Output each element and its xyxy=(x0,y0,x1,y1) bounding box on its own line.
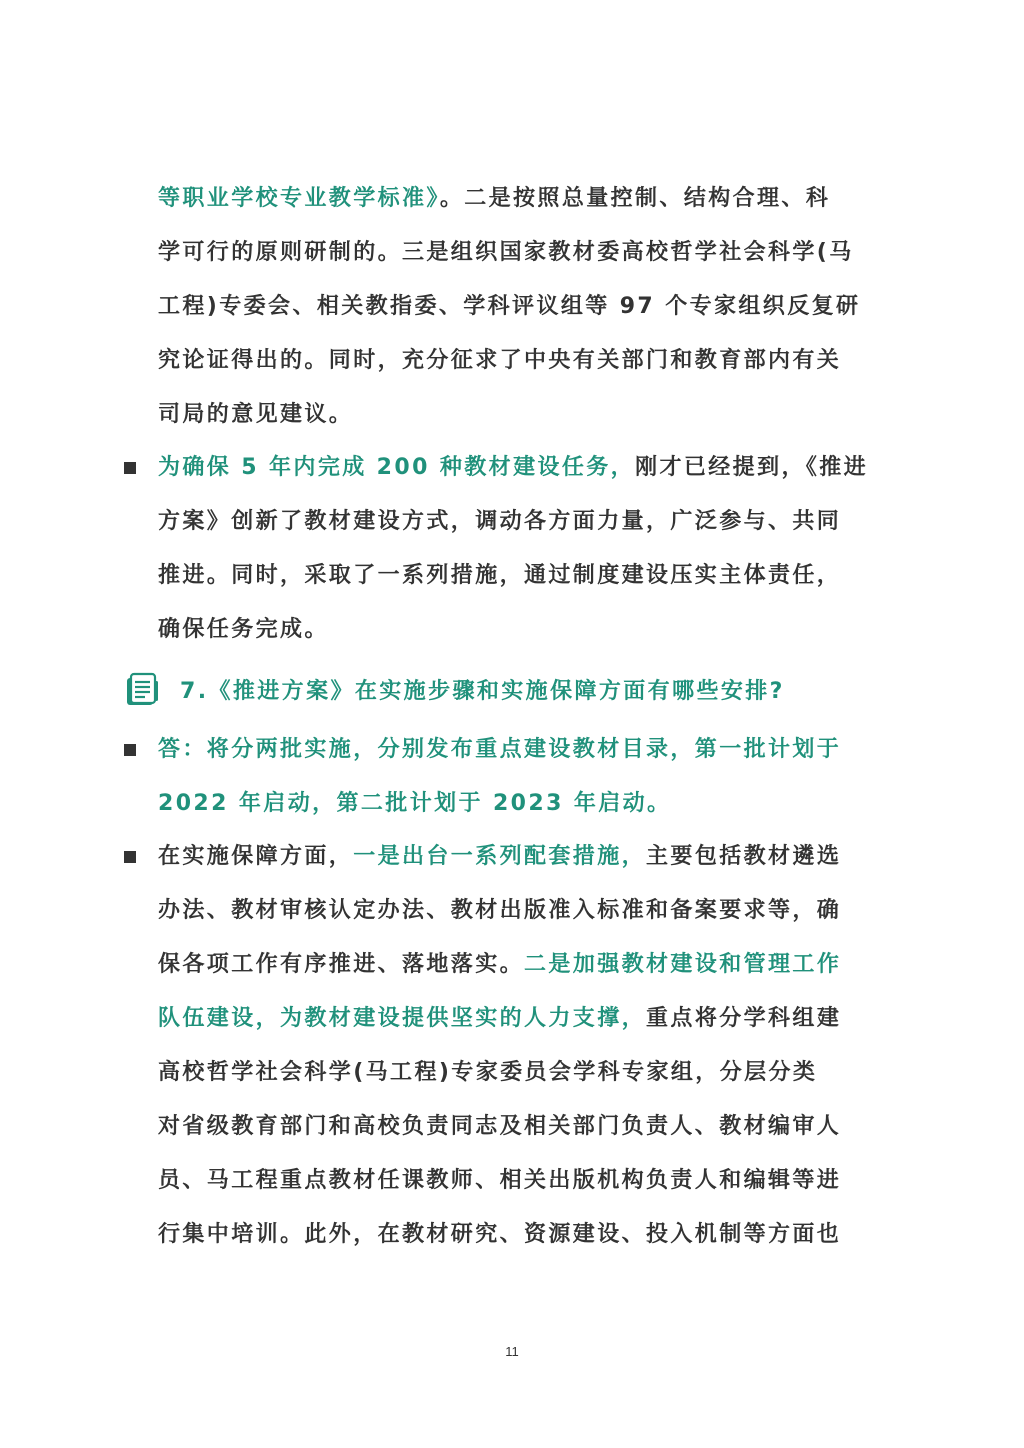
highlight-text: 队伍建设，为教材建设提供坚实的人力支撑， xyxy=(158,1006,647,1031)
text-line xyxy=(158,172,898,226)
text-line: 工程)专委会、相关教指委、学科评议组等 97 个专家组织反复研 xyxy=(158,294,861,319)
text-line: 究论证得出的。同时，充分征求了中央有关部门和教育部内有关 xyxy=(158,348,842,373)
text-line xyxy=(158,830,898,884)
body-text: 。二是按照总量控制、结构合理、科 xyxy=(439,186,831,211)
text-line xyxy=(158,441,898,495)
highlight-text: 二是加强教材建设和管理工作 xyxy=(524,952,842,977)
body-text: 重点将分学科组建 xyxy=(646,1006,842,1031)
text-line: 办法、教材审核认定办法、教材出版准入标准和备案要求等，确 xyxy=(158,898,842,923)
highlight-text: 等职业学校专业教学标准》 xyxy=(158,186,440,211)
document-list-icon xyxy=(124,672,160,708)
bullet-paragraph-2 xyxy=(158,830,898,1262)
text-line: 答：将分两批实施，分别发布重点建设教材目录，第一批计划于 xyxy=(158,737,842,762)
text-line: 推进。同时，采取了一系列措施，通过制度建设压实主体责任， xyxy=(158,563,842,588)
highlight-text: 一是出台一系列配套措施， xyxy=(353,844,647,869)
body-text: 在实施保障方面， xyxy=(158,844,354,869)
highlight-text: 为确保 5 年内完成 200 种教材建设任务， xyxy=(158,455,636,480)
text-line: 2022 年启动，第二批计划于 2023 年启动。 xyxy=(158,791,672,816)
bullet-paragraph-1 xyxy=(158,441,898,657)
body-text: 主要包括教材遴选 xyxy=(646,844,842,869)
bullet-square-icon xyxy=(124,462,136,474)
bullet-square-icon xyxy=(124,851,136,863)
text-line: 行集中培训。此外，在教材研究、资源建设、投入机制等方面也 xyxy=(158,1222,842,1247)
page-number: 11 xyxy=(505,1344,519,1359)
text-line: 司局的意见建议。 xyxy=(158,402,354,427)
text-line xyxy=(158,992,898,1046)
text-line: 高校哲学社会科学(马工程)专家委员会学科专家组，分层分类 xyxy=(158,1060,818,1085)
text-line: 对省级教育部门和高校负责同志及相关部门负责人、教材编审人 xyxy=(158,1114,842,1139)
answer-paragraph xyxy=(158,723,898,831)
question-heading: 7.《推进方案》在实施步骤和实施保障方面有哪些安排? xyxy=(180,679,785,704)
text-line: 确保任务完成。 xyxy=(158,617,329,642)
text-line: 方案》创新了教材建设方式，调动各方面力量，广泛参与、共同 xyxy=(158,509,842,534)
body-text: 保各项工作有序推进、落地落实。 xyxy=(158,952,525,977)
text-line: 员、马工程重点教材任课教师、相关出版机构负责人和编辑等进 xyxy=(158,1168,842,1193)
text-line xyxy=(158,938,898,992)
bullet-square-icon xyxy=(124,744,136,756)
intro-paragraph xyxy=(158,172,898,442)
body-text: 刚才已经提到，《推进 xyxy=(635,455,869,480)
text-line: 学可行的原则研制的。三是组织国家教材委高校哲学社会科学(马 xyxy=(158,240,854,265)
